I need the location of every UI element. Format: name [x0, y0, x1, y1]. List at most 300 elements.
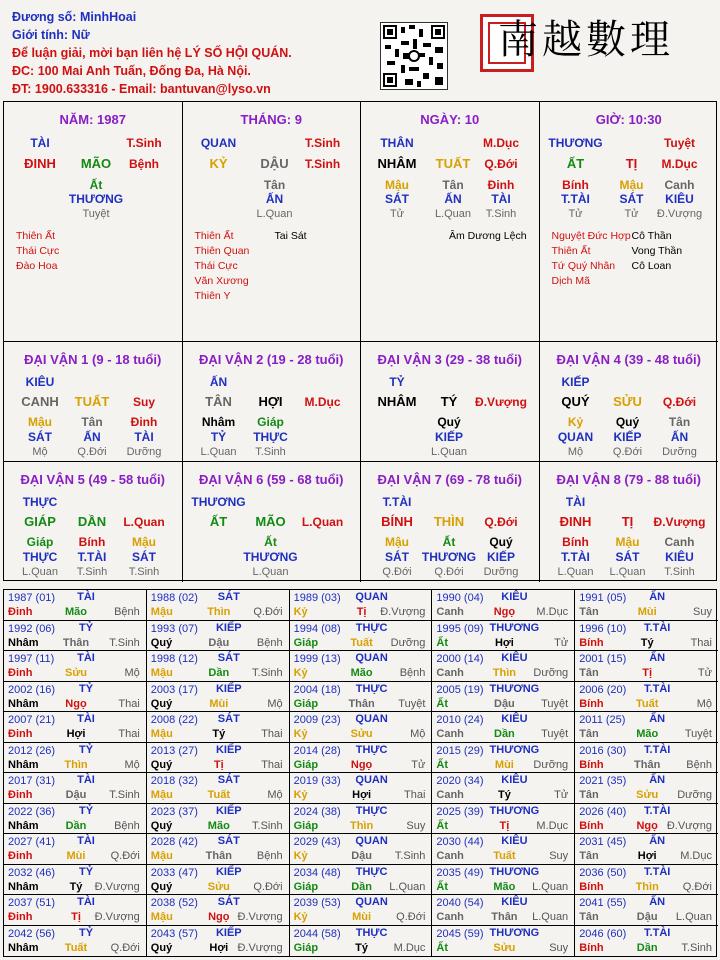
year-star: QUAN	[355, 652, 388, 664]
shensha-item: Tai Sát	[274, 230, 307, 242]
year-chi: Thân	[634, 758, 661, 771]
year-can: Quý	[150, 880, 173, 893]
year-star: TÀI	[77, 713, 95, 725]
year-label: 2002 (16)	[8, 683, 56, 696]
year-chi: Tị	[71, 911, 81, 923]
hidden-star: SÁT	[28, 430, 52, 444]
year-label: 2009 (23)	[293, 714, 341, 726]
year-can: Ất	[436, 819, 448, 832]
year-cell	[290, 773, 433, 804]
year-label: 1989 (03)	[293, 592, 341, 604]
shensha-item: Cô Loan	[631, 260, 672, 272]
year-label: 2030 (44)	[436, 836, 484, 848]
shensha-item: Thiên Ất	[551, 245, 591, 257]
year-cell	[575, 590, 718, 621]
year-can: Kỷ	[293, 728, 308, 740]
shensha-item: Thiên Y	[194, 290, 231, 302]
year-cell	[147, 621, 290, 652]
year-chi: Mão	[350, 667, 373, 679]
year-can: Giáp	[293, 697, 319, 710]
hidden-can: Mậu	[28, 415, 52, 429]
hidden-status: L.Quan	[430, 446, 468, 458]
year-star: THƯƠNG	[489, 804, 540, 817]
year-label: 2019 (33)	[293, 775, 341, 787]
year-cell	[4, 651, 147, 682]
year-star: TÀI	[77, 591, 95, 603]
year-chi: Thìn	[635, 880, 659, 893]
year-status: Mộ	[267, 697, 283, 710]
year-label: 2003 (17)	[150, 683, 198, 696]
year-can: Quý	[150, 758, 173, 771]
year-star: KIẾP	[215, 743, 242, 756]
year-chi: Tý	[497, 789, 511, 801]
year-star: T.TÀI	[644, 682, 671, 695]
year-can: Đinh	[8, 789, 33, 801]
hidden-can: Nhâm	[201, 415, 236, 429]
year-can: Ất	[436, 758, 448, 771]
year-can: Canh	[436, 789, 464, 801]
year-star: SÁT	[217, 652, 240, 664]
hidden-can: Kỷ	[567, 415, 584, 429]
dai-van-chi: TUẤT	[74, 394, 110, 409]
year-cell	[4, 804, 147, 835]
hidden-star: SÁT	[385, 192, 409, 206]
shensha-item: Thiên Quan	[194, 245, 250, 257]
year-chi: Mão	[207, 819, 230, 832]
year-label: 2006 (20)	[579, 683, 627, 696]
brand-logo: 南越數理	[498, 17, 674, 63]
year-can: Bính	[579, 758, 604, 771]
year-label: 2034 (48)	[293, 866, 341, 879]
year-status: Đ.Vượng	[380, 606, 426, 618]
year-cell	[432, 682, 575, 713]
year-can: Nhâm	[8, 819, 39, 832]
year-status: Thai	[403, 789, 426, 801]
year-cell	[290, 590, 433, 621]
year-chi: Mão	[493, 880, 516, 893]
year-cell	[575, 895, 718, 926]
year-chi: Hợi	[352, 789, 372, 801]
hidden-can: Mậu	[385, 178, 409, 192]
year-chi: Tuất	[635, 697, 659, 710]
pillar-title: NĂM: 1987	[59, 112, 126, 127]
year-cell	[575, 712, 718, 743]
year-cell	[290, 651, 433, 682]
year-cell	[147, 743, 290, 774]
dai-van-cell	[361, 342, 540, 462]
hidden-star: THƯƠNG	[68, 192, 124, 206]
year-chi: Thân	[62, 636, 90, 649]
year-cell	[147, 834, 290, 865]
year-can: Kỷ	[293, 911, 308, 923]
hidden-can: Giáp	[26, 535, 54, 549]
year-chi: Sửu	[64, 667, 88, 679]
year-status: Bệnh	[256, 636, 283, 649]
year-label: 2004 (18)	[293, 683, 341, 696]
year-chi: Sửu	[493, 941, 516, 954]
dai-van-status: Q.Đới	[484, 515, 518, 529]
hidden-can: Canh	[664, 178, 695, 192]
year-cell	[575, 682, 718, 713]
hidden-star: SÁT	[385, 550, 409, 564]
year-label: 2031 (45)	[579, 836, 627, 848]
year-star: SÁT	[217, 774, 240, 786]
hidden-star: KIẾP	[434, 430, 464, 444]
year-label: 2021 (35)	[579, 775, 627, 787]
hidden-star: SÁT	[132, 550, 156, 564]
year-star: KIẾP	[215, 926, 242, 939]
pillar-star-right: T.Sinh	[126, 136, 162, 150]
year-chi: Mùi	[66, 850, 86, 862]
year-star: QUAN	[355, 591, 388, 603]
hidden-status: Q.Đới	[382, 566, 412, 578]
year-status: Tuyệt	[684, 728, 712, 740]
hidden-status: Dưỡng	[483, 566, 519, 578]
pillar-chi: MÃO	[80, 156, 112, 171]
year-can: Nhâm	[8, 636, 39, 649]
dai-van-star: T.TÀI	[382, 495, 412, 509]
year-chi: Thân	[348, 697, 375, 710]
year-status: Bệnh	[399, 667, 426, 679]
year-cell	[432, 804, 575, 835]
year-can: Bính	[579, 819, 604, 832]
year-label: 2028 (42)	[150, 836, 198, 848]
hidden-can: Giáp	[257, 415, 284, 429]
year-can: Mậu	[150, 789, 173, 801]
dai-van-cell	[183, 342, 362, 462]
year-chi: Ngọ	[65, 697, 87, 710]
hidden-status: Q.Đới	[77, 446, 107, 458]
dai-van-star: KIẾP	[561, 375, 590, 389]
pillar-cell	[540, 102, 719, 342]
duong-so-value: MinhHoai	[79, 10, 137, 24]
year-cell	[147, 682, 290, 713]
dai-van-chi: TÝ	[440, 394, 458, 409]
year-cell	[4, 621, 147, 652]
year-status: Dưỡng	[390, 636, 426, 649]
year-cell	[575, 834, 718, 865]
hidden-can: Quý	[615, 415, 640, 429]
year-label: 2035 (49)	[436, 866, 484, 879]
dai-van-chi: DẦN	[77, 514, 107, 529]
dai-van-can: CANH	[21, 394, 59, 409]
year-cell	[4, 682, 147, 713]
year-label: 2015 (29)	[436, 744, 484, 757]
pillar-chi: TUẤT	[435, 156, 471, 171]
year-chi: Hợi	[494, 636, 514, 649]
hidden-status: Tử	[624, 208, 639, 220]
year-can: Canh	[436, 667, 464, 679]
year-cell	[4, 834, 147, 865]
hidden-star: T.TÀI	[561, 550, 590, 564]
pillar-star-right: Tuyệt	[663, 136, 696, 150]
year-cell	[147, 865, 290, 896]
hidden-status: Tử	[568, 208, 583, 220]
year-can: Giáp	[293, 758, 319, 771]
year-label: 2046 (60)	[579, 927, 627, 940]
year-can: Tân	[579, 606, 599, 618]
year-chi: Ngọ	[350, 758, 373, 771]
shensha-item: Âm Dương Lệch	[449, 230, 527, 242]
dai-van-can: ĐINH	[559, 514, 592, 529]
year-cell	[290, 621, 433, 652]
year-label: 1988 (02)	[150, 592, 198, 604]
year-label: 2010 (24)	[436, 714, 484, 726]
pillar-chi: DẬU	[260, 156, 289, 171]
hidden-star: THƯƠNG	[243, 550, 298, 564]
year-star: THƯƠNG	[489, 926, 540, 939]
dai-van-title: ĐẠI VẬN 4 (39 - 48 tuổi)	[556, 352, 701, 367]
year-label: 2039 (53)	[293, 897, 341, 909]
year-star: KIÊU	[501, 713, 528, 725]
year-star: T.TÀI	[644, 926, 671, 939]
year-cell	[290, 804, 433, 835]
year-star: TỶ	[78, 926, 94, 939]
dai-van-can: NHÂM	[377, 394, 417, 409]
dai-van-cell	[4, 462, 183, 582]
pillar-can: KỶ	[209, 156, 228, 171]
year-can: Đinh	[8, 606, 33, 618]
year-label: 1991 (05)	[579, 592, 627, 604]
year-chi: Hợi	[209, 941, 229, 954]
year-chi: Ngọ	[208, 911, 230, 923]
dai-van-can: TÂN	[205, 394, 232, 409]
year-chi: Tuất	[350, 636, 373, 649]
year-chi: Ngọ	[636, 819, 658, 832]
year-chi: Tị	[356, 606, 367, 618]
year-status: Q.Đới	[682, 880, 712, 893]
dai-van-can: GIÁP	[24, 514, 56, 529]
year-label: 1994 (08)	[293, 622, 341, 635]
year-can: Tân	[579, 850, 599, 862]
year-star: T.TÀI	[644, 804, 671, 817]
year-status: Q.Đới	[396, 911, 426, 923]
year-star: THỰC	[355, 743, 388, 756]
year-label: 2036 (50)	[579, 866, 627, 879]
year-label: 2005 (19)	[436, 683, 484, 696]
year-cell	[4, 590, 147, 621]
hidden-star: THƯƠNG	[421, 550, 477, 564]
year-star: TỶ	[78, 743, 94, 756]
year-status: Tuyệt	[398, 697, 426, 710]
year-cell	[4, 926, 147, 957]
year-can: Giáp	[293, 941, 319, 954]
year-can: Quý	[150, 636, 173, 649]
hidden-can: Mậu	[132, 535, 156, 549]
hidden-star: T.TÀI	[77, 550, 107, 564]
year-chi: Dần	[351, 880, 372, 893]
hidden-star: SÁT	[619, 192, 644, 206]
year-can: Đinh	[8, 728, 33, 740]
year-can: Quý	[150, 697, 173, 710]
year-chi: Thìn	[492, 667, 516, 679]
year-star: THỰC	[355, 926, 388, 939]
year-star: ẤN	[649, 591, 666, 603]
year-status: T.Sinh	[252, 819, 283, 832]
year-chi: Tuất	[207, 789, 230, 801]
hidden-can: Ất	[89, 178, 103, 192]
year-status: M.Dục	[393, 941, 426, 954]
year-star: KIẾP	[215, 865, 242, 878]
year-chi: Thân	[205, 850, 232, 862]
year-label: 1998 (12)	[150, 653, 198, 665]
hidden-status: L.Quan	[252, 566, 289, 578]
year-status: Q.Đới	[110, 850, 140, 862]
year-label: 2023 (37)	[150, 805, 198, 818]
year-label: 1996 (10)	[579, 622, 627, 635]
year-can: Kỷ	[293, 667, 308, 679]
year-can: Nhâm	[8, 697, 39, 710]
year-can: Canh	[436, 850, 464, 862]
year-label: 2032 (46)	[8, 866, 56, 879]
dai-van-title: ĐẠI VẬN 2 (19 - 28 tuổi)	[199, 352, 344, 367]
hidden-star: ẤN	[83, 430, 101, 444]
shensha-item: Thái Cực	[194, 260, 238, 272]
year-can: Nhâm	[8, 941, 39, 954]
pillar-can: NHÂM	[377, 156, 417, 171]
shensha-item: Cô Thần	[631, 230, 672, 242]
hidden-can: Ất	[264, 535, 277, 549]
pillar-title: GIỜ: 10:30	[595, 112, 662, 127]
hidden-can: Bính	[562, 178, 589, 192]
year-can: Kỷ	[293, 850, 308, 862]
year-star: T.TÀI	[644, 865, 671, 878]
pillar-can: ĐINH	[24, 156, 56, 171]
year-cell	[4, 865, 147, 896]
year-star: TỶ	[78, 621, 94, 634]
hidden-status: L.Quan	[557, 566, 594, 578]
year-label: 2020 (34)	[436, 775, 484, 787]
year-star: SÁT	[217, 896, 240, 908]
year-can: Đinh	[8, 850, 33, 862]
pillar-cell	[361, 102, 540, 342]
year-status: Bệnh	[686, 758, 712, 771]
hidden-status: L.Quan	[434, 208, 472, 220]
year-status: Q.Đới	[253, 880, 283, 893]
year-can: Bính	[579, 880, 604, 893]
year-can: Ất	[436, 941, 448, 954]
qr-code-icon[interactable]	[380, 22, 448, 90]
year-status: M.Dục	[536, 819, 569, 832]
year-cell	[4, 773, 147, 804]
year-status: Bệnh	[256, 850, 283, 862]
hidden-can: Bính	[562, 535, 589, 549]
year-label: 2024 (38)	[293, 805, 341, 818]
pillar-star-right: T.Sinh	[304, 136, 341, 150]
pillar-star: THÂN	[380, 136, 414, 150]
year-status: Dưỡng	[533, 667, 569, 679]
contact-line-2: ĐC: 100 Mai Anh Tuấn, Đống Đa, Hà Nội.	[12, 64, 251, 78]
year-can: Tân	[579, 728, 599, 740]
hidden-status: Tử	[389, 208, 405, 220]
hidden-status: T.Sinh	[255, 446, 286, 458]
dai-van-star: THƯƠNG	[191, 495, 246, 509]
dai-van-status: Q.Đới	[662, 395, 697, 409]
year-star: ẤN	[649, 713, 666, 725]
year-can: Nhâm	[8, 880, 39, 893]
year-can: Mậu	[150, 911, 173, 923]
year-label: 2026 (40)	[579, 805, 627, 818]
year-status: T.Sinh	[109, 789, 140, 801]
year-star: KIẾP	[215, 804, 242, 817]
year-label: 1987 (01)	[8, 592, 56, 604]
year-cell	[147, 926, 290, 957]
hidden-star: THỰC	[22, 550, 58, 564]
year-chi: Thìn	[349, 819, 374, 832]
year-chi: Tý	[640, 636, 654, 649]
hidden-star: SÁT	[615, 550, 640, 564]
dai-van-status: L.Quan	[301, 515, 344, 529]
year-cell	[290, 682, 433, 713]
year-chi: Dần	[636, 941, 658, 954]
year-status: Suy	[549, 850, 569, 862]
year-star: THỰC	[355, 621, 388, 634]
hidden-can: Tân	[442, 178, 464, 192]
hidden-can: Canh	[664, 535, 695, 549]
year-status: L.Quan	[389, 880, 426, 893]
year-star: THỰC	[355, 804, 388, 817]
year-cell	[575, 773, 718, 804]
year-star: QUAN	[355, 896, 388, 908]
hidden-star: TÀI	[134, 430, 154, 444]
pillar-chi: TỊ	[625, 156, 638, 171]
year-cell	[147, 712, 290, 743]
year-label: 2045 (59)	[436, 927, 484, 940]
year-label: 2041 (55)	[579, 897, 627, 909]
hidden-star: ẤN	[265, 192, 284, 206]
year-status: T.Sinh	[681, 941, 712, 954]
year-status: Tuyệt	[541, 697, 569, 710]
year-status: L.Quan	[532, 880, 569, 893]
hidden-status: Q.Đới	[612, 446, 643, 458]
year-can: Giáp	[293, 636, 319, 649]
year-cell	[147, 590, 290, 621]
year-can: Đinh	[8, 667, 33, 679]
dai-van-cell	[183, 462, 362, 582]
year-star: SÁT	[217, 591, 240, 603]
contact-line-3: ĐT: 1900.633316 - Email: bantuvan@lyso.vn	[12, 82, 271, 96]
year-status: L.Quan	[532, 911, 569, 923]
year-star: TỶ	[78, 865, 94, 878]
hidden-can: Ất	[442, 535, 456, 549]
year-can: Kỷ	[293, 789, 308, 801]
year-chi: Dậu	[636, 911, 658, 923]
year-star: TÀI	[77, 896, 95, 908]
year-label: 2038 (52)	[150, 897, 198, 909]
shensha-item: Văn Xương	[194, 275, 249, 287]
hidden-star: KIẾP	[613, 430, 642, 444]
year-chi: Tý	[69, 880, 83, 893]
gioi-tinh-label: Giới tính:	[12, 28, 69, 42]
year-status: Dưỡng	[677, 789, 712, 801]
year-can: Ất	[436, 697, 448, 710]
year-chi: Tị	[642, 667, 653, 679]
year-star: TÀI	[77, 835, 95, 847]
pillar-cell	[183, 102, 362, 342]
year-status: T.Sinh	[394, 850, 426, 862]
hidden-status: L.Quan	[609, 566, 646, 578]
year-cell	[432, 865, 575, 896]
year-table	[3, 589, 717, 957]
year-status: Đ.Vượng	[666, 819, 712, 832]
year-label: 2029 (43)	[293, 836, 341, 848]
year-chi: Tý	[212, 728, 226, 740]
year-can: Canh	[436, 728, 464, 740]
year-cell	[575, 743, 718, 774]
year-star: KIÊU	[501, 652, 528, 664]
hidden-star: ẤN	[444, 192, 462, 206]
year-can: Canh	[436, 606, 464, 618]
